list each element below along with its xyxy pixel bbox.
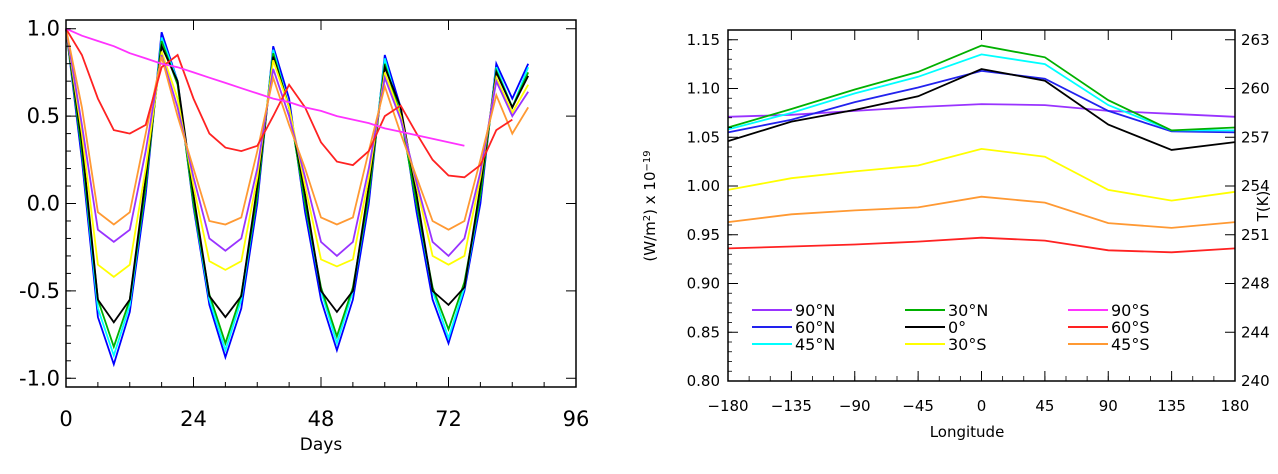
right-ytick-label-0: 0.80: [686, 372, 720, 390]
right-xtick-label-6: 90: [1098, 397, 1118, 415]
left-ytick-label-3: -0.5: [19, 278, 60, 303]
legend-label-0-1: 30°N: [948, 301, 989, 320]
left-xtick-label-1: 24: [180, 407, 207, 431]
right-ytick-right-label-5: 257: [1241, 128, 1270, 147]
right-xtick-label-2: −90: [838, 397, 871, 415]
legend-label-0-0: 90°N: [795, 301, 836, 320]
right-series-line-8: [728, 197, 1235, 228]
right-series-line-1: [728, 71, 1235, 132]
left-ytick-label-4: -1.0: [19, 366, 60, 391]
right-x-axis-label: Longitude: [929, 423, 1005, 441]
right-xtick-label-7: 135: [1157, 397, 1186, 415]
right-legend: [752, 301, 1150, 354]
left-ytick-label-1: 0.5: [26, 104, 60, 129]
right-ytick-label-5: 1.05: [686, 128, 720, 147]
legend-label-2-1: 30°S: [948, 335, 987, 354]
right-xtick-label-8: 180: [1220, 397, 1250, 415]
right-ytick-right-label-2: 248: [1241, 274, 1270, 293]
legend-label-2-0: 45°N: [795, 335, 836, 354]
right-y-axis-label-left: $(W/m^2)$ x $10^{-19}$: [641, 150, 659, 262]
left-chart: [19, 17, 589, 455]
right-ytick-right-label-6: 260: [1241, 79, 1270, 98]
legend-label-0-2: 90°S: [1111, 301, 1150, 320]
left-xtick-label-0: 0: [59, 407, 73, 431]
left-ytick-label-2: 0.0: [26, 191, 60, 216]
right-ytick-right-label-4: 254: [1241, 177, 1270, 195]
right-ytick-right-label-0: 240: [1241, 372, 1270, 390]
right-chart: [641, 30, 1272, 441]
left-ytick-label-0: 1.0: [26, 16, 60, 41]
right-xtick-label-1: −135: [770, 397, 812, 415]
right-y-axis-label-right: T(K): [1254, 190, 1272, 222]
right-xtick-label-0: −180: [707, 397, 749, 415]
right-ytick-right-label-1: 244: [1241, 323, 1270, 342]
right-ticks: [687, 30, 1270, 415]
right-ytick-right-label-3: 251: [1241, 225, 1270, 244]
right-series-line-3: [728, 46, 1235, 131]
left-series-line-1: [66, 29, 528, 356]
legend-label-1-2: 60°S: [1111, 318, 1150, 337]
right-ytick-label-1: 0.85: [686, 323, 720, 342]
right-xtick-label-4: 0: [976, 397, 987, 415]
right-series-line-5: [728, 149, 1235, 201]
left-series-lines: [66, 29, 528, 365]
right-ytick-label-4: 1.00: [686, 177, 720, 195]
right-series-line-7: [728, 238, 1235, 253]
legend-label-1-0: 60°N: [795, 318, 836, 337]
right-xtick-label-3: −45: [902, 397, 934, 415]
right-xtick-label-5: 45: [1035, 397, 1055, 415]
right-ytick-label-6: 1.10: [686, 79, 720, 98]
left-xtick-label-3: 72: [435, 407, 462, 431]
left-x-axis-label: Days: [299, 435, 343, 455]
right-series-lines: [728, 46, 1235, 253]
right-ytick-label-3: 0.95: [686, 225, 720, 244]
legend-label-1-1: 0°: [948, 318, 967, 337]
right-ytick-label-7: 1.15: [686, 30, 720, 49]
left-xtick-label-2: 48: [307, 407, 335, 431]
right-ytick-label-2: 0.90: [686, 274, 720, 293]
left-series-line-0: [66, 29, 528, 365]
left-xtick-label-4: 96: [562, 407, 590, 431]
legend-label-2-2: 45°S: [1111, 335, 1150, 354]
left-series-line-3: [66, 29, 528, 323]
right-ytick-right-label-7: 263: [1241, 30, 1270, 49]
